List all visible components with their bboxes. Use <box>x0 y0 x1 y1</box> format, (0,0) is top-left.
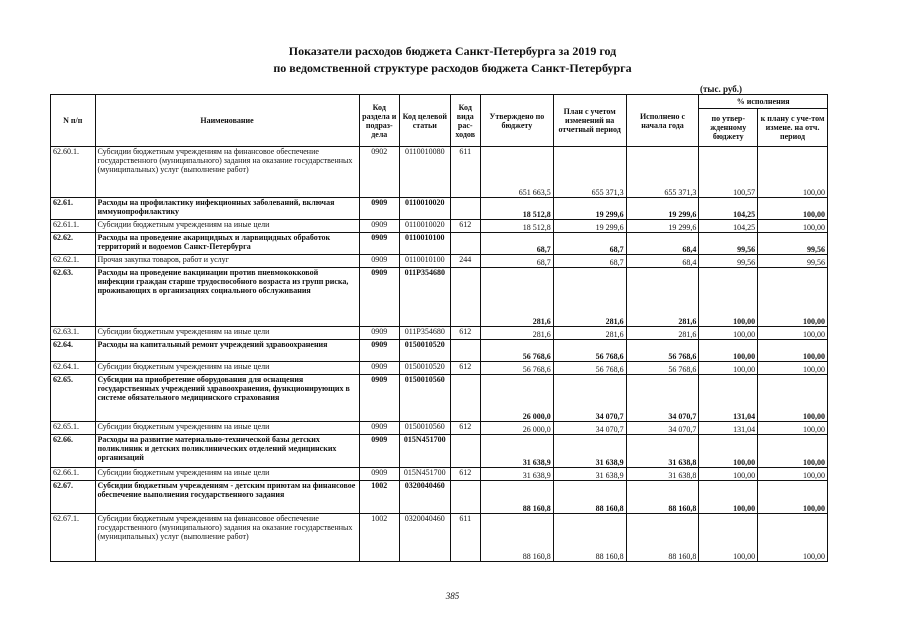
cell-section: 0909 <box>359 198 399 220</box>
cell-approved: 56 768,6 <box>480 340 553 362</box>
cell-approved: 31 638,9 <box>480 435 553 468</box>
cell-target: 011P354680 <box>400 268 451 327</box>
cell-pct-approved: 100,00 <box>699 514 758 562</box>
cell-plan: 88 160,8 <box>553 481 626 514</box>
col-header-target: Код целевой статьи <box>400 95 451 147</box>
table-body <box>51 147 828 562</box>
cell-name: Расходы на проведение вакцинации против пневмококковой инфекции граждан старше трудоспособного возраста из групп риска, проживающих в организациях социального обслуживания <box>95 268 359 327</box>
cell-approved: 18 512,8 <box>480 198 553 220</box>
cell-approved: 88 160,8 <box>480 481 553 514</box>
cell-pct-plan: 100,00 <box>758 481 828 514</box>
cell-pct-approved: 104,25 <box>699 220 758 233</box>
cell-section: 0902 <box>359 147 399 198</box>
cell-approved: 56 768,6 <box>480 362 553 375</box>
cell-plan: 68,7 <box>553 255 626 268</box>
cell-target: 0110010080 <box>400 147 451 198</box>
cell-exp-type: 612 <box>450 220 480 233</box>
cell-plan: 281,6 <box>553 327 626 340</box>
cell-name: Субсидии бюджетным учреждениям на финансовое обеспечение государственного (муниципального) задания на оказание государственных (муниципальных) услуг (выполнение работ) <box>95 147 359 198</box>
col-header-executed: Исполнено с начала года <box>626 95 699 147</box>
cell-plan: 19 299,6 <box>553 198 626 220</box>
cell-exp-type <box>450 233 480 255</box>
col-header-num: N п/п <box>51 95 96 147</box>
cell-section: 0909 <box>359 435 399 468</box>
cell-pct-approved: 100,00 <box>699 362 758 375</box>
cell-approved: 26 000,0 <box>480 375 553 422</box>
table-row <box>51 327 828 340</box>
cell-approved: 26 000,0 <box>480 422 553 435</box>
cell-pct-plan: 100,00 <box>758 340 828 362</box>
cell-exp-type: 612 <box>450 327 480 340</box>
cell-num: 62.64.1. <box>51 362 96 375</box>
cell-plan: 56 768,6 <box>553 362 626 375</box>
cell-target: 0110010020 <box>400 220 451 233</box>
cell-target: 015N451700 <box>400 468 451 481</box>
cell-num: 62.67.1. <box>51 514 96 562</box>
cell-section: 0909 <box>359 233 399 255</box>
cell-pct-plan: 100,00 <box>758 514 828 562</box>
table-row <box>51 468 828 481</box>
cell-pct-approved: 100,00 <box>699 435 758 468</box>
col-header-pct-plan: к плану с уче-том измене. на отч. период <box>758 109 828 147</box>
cell-pct-approved: 104,25 <box>699 198 758 220</box>
col-header-name: Наименование <box>95 95 359 147</box>
cell-name: Прочая закупка товаров, работ и услуг <box>95 255 359 268</box>
cell-num: 62.61.1. <box>51 220 96 233</box>
cell-pct-plan: 100,00 <box>758 198 828 220</box>
table-row <box>51 220 828 233</box>
cell-plan: 56 768,6 <box>553 340 626 362</box>
cell-exp-type: 612 <box>450 362 480 375</box>
cell-executed: 19 299,6 <box>626 198 699 220</box>
cell-exp-type: 244 <box>450 255 480 268</box>
cell-target: 0150010520 <box>400 340 451 362</box>
cell-section: 0909 <box>359 468 399 481</box>
cell-executed: 655 371,3 <box>626 147 699 198</box>
cell-num: 62.63. <box>51 268 96 327</box>
cell-name: Субсидии бюджетным учреждениям на иные цели <box>95 468 359 481</box>
cell-exp-type: 612 <box>450 468 480 481</box>
cell-approved: 281,6 <box>480 268 553 327</box>
col-header-approved: Утверждено по бюджету <box>480 95 553 147</box>
page-number: 385 <box>445 591 460 601</box>
cell-pct-plan: 100,00 <box>758 327 828 340</box>
cell-pct-plan: 100,00 <box>758 147 828 198</box>
cell-name: Субсидии бюджетным учреждениям на иные цели <box>95 327 359 340</box>
cell-plan: 88 160,8 <box>553 514 626 562</box>
cell-pct-approved: 99,56 <box>699 233 758 255</box>
cell-name: Расходы на проведение акарицидных и ларвицидных обработок территорий и водоемов Санкт-Петербурга <box>95 233 359 255</box>
cell-plan: 31 638,9 <box>553 435 626 468</box>
cell-pct-plan: 100,00 <box>758 422 828 435</box>
cell-plan: 281,6 <box>553 268 626 327</box>
col-header-plan: План с учетом изменений на отчетный период <box>553 95 626 147</box>
cell-section: 0909 <box>359 375 399 422</box>
cell-executed: 19 299,6 <box>626 220 699 233</box>
col-header-pct-group: % исполнения <box>699 95 828 109</box>
table-row <box>51 514 828 562</box>
cell-target: 0320040460 <box>400 481 451 514</box>
cell-num: 62.60.1. <box>51 147 96 198</box>
cell-pct-plan: 100,00 <box>758 268 828 327</box>
cell-executed: 88 160,8 <box>626 481 699 514</box>
cell-exp-type <box>450 375 480 422</box>
cell-exp-type <box>450 435 480 468</box>
cell-pct-plan: 100,00 <box>758 375 828 422</box>
cell-section: 0909 <box>359 255 399 268</box>
cell-executed: 68,4 <box>626 233 699 255</box>
cell-num: 62.64. <box>51 340 96 362</box>
cell-executed: 68,4 <box>626 255 699 268</box>
cell-section: 0909 <box>359 422 399 435</box>
cell-num: 62.63.1. <box>51 327 96 340</box>
table-row <box>51 198 828 220</box>
cell-section: 0909 <box>359 220 399 233</box>
cell-pct-plan: 100,00 <box>758 362 828 375</box>
cell-target: 0150010520 <box>400 362 451 375</box>
cell-executed: 34 070,7 <box>626 422 699 435</box>
cell-name: Субсидии бюджетным учреждениям - детским приютам на финансовое обеспечение выполнения государственного задания <box>95 481 359 514</box>
cell-executed: 56 768,6 <box>626 340 699 362</box>
cell-executed: 88 160,8 <box>626 514 699 562</box>
cell-num: 62.62. <box>51 233 96 255</box>
cell-target: 011P354680 <box>400 327 451 340</box>
cell-num: 62.66.1. <box>51 468 96 481</box>
cell-section: 0909 <box>359 327 399 340</box>
table-row <box>51 255 828 268</box>
cell-name: Расходы на развитие материально-технической базы детских поликлиник и детских поликлинических отделений медицинских организаций <box>95 435 359 468</box>
cell-target: 0110010020 <box>400 198 451 220</box>
cell-target: 0320040460 <box>400 514 451 562</box>
table-row <box>51 340 828 362</box>
cell-pct-plan: 100,00 <box>758 220 828 233</box>
cell-exp-type <box>450 481 480 514</box>
cell-name: Расходы на профилактику инфекционных заболеваний, включая иммунопрофилактику <box>95 198 359 220</box>
cell-pct-plan: 100,00 <box>758 468 828 481</box>
cell-section: 0909 <box>359 340 399 362</box>
table-row <box>51 362 828 375</box>
table-row <box>51 435 828 468</box>
cell-approved: 88 160,8 <box>480 514 553 562</box>
cell-target: 0150010560 <box>400 375 451 422</box>
cell-name: Расходы на капитальный ремонт учреждений здравоохранения <box>95 340 359 362</box>
cell-pct-approved: 100,57 <box>699 147 758 198</box>
table-row <box>51 375 828 422</box>
cell-num: 62.61. <box>51 198 96 220</box>
cell-approved: 651 663,5 <box>480 147 553 198</box>
cell-pct-approved: 100,00 <box>699 327 758 340</box>
cell-section: 0909 <box>359 268 399 327</box>
cell-pct-approved: 100,00 <box>699 481 758 514</box>
cell-approved: 68,7 <box>480 233 553 255</box>
table-row <box>51 481 828 514</box>
cell-pct-approved: 100,00 <box>699 468 758 481</box>
cell-pct-approved: 131,04 <box>699 422 758 435</box>
cell-pct-approved: 131,04 <box>699 375 758 422</box>
cell-plan: 655 371,3 <box>553 147 626 198</box>
table-row <box>51 147 828 198</box>
cell-name: Субсидии бюджетным учреждениям на иные цели <box>95 362 359 375</box>
cell-exp-type <box>450 268 480 327</box>
cell-pct-approved: 99,56 <box>699 255 758 268</box>
cell-exp-type: 612 <box>450 422 480 435</box>
cell-name: Субсидии на приобретение оборудования для оснащения государственных учреждений здравоохранения, функционирующих в системе обязательного медицинского страхования <box>95 375 359 422</box>
cell-executed: 31 638,8 <box>626 435 699 468</box>
cell-num: 62.66. <box>51 435 96 468</box>
cell-plan: 31 638,9 <box>553 468 626 481</box>
cell-num: 62.62.1. <box>51 255 96 268</box>
document-title-line-2: по ведомственной структуре расходов бюджета Санкт-Петербурга <box>273 61 632 75</box>
expenditure-table <box>50 94 828 562</box>
units-label: (тыс. руб.) <box>700 84 742 94</box>
col-header-pct-approved: по утвер-жденному бюджету <box>699 109 758 147</box>
cell-executed: 31 638,8 <box>626 468 699 481</box>
cell-pct-plan: 99,56 <box>758 233 828 255</box>
cell-target: 0150010560 <box>400 422 451 435</box>
cell-num: 62.65.1. <box>51 422 96 435</box>
cell-executed: 281,6 <box>626 268 699 327</box>
cell-plan: 19 299,6 <box>553 220 626 233</box>
cell-pct-approved: 100,00 <box>699 340 758 362</box>
cell-target: 015N451700 <box>400 435 451 468</box>
cell-name: Субсидии бюджетным учреждениям на финансовое обеспечение государственного (муниципального) задания на оказание государственных (муниципальных) услуг (выполнение работ) <box>95 514 359 562</box>
cell-exp-type <box>450 198 480 220</box>
cell-name: Субсидии бюджетным учреждениям на иные цели <box>95 422 359 435</box>
cell-num: 62.65. <box>51 375 96 422</box>
cell-executed: 56 768,6 <box>626 362 699 375</box>
cell-num: 62.67. <box>51 481 96 514</box>
cell-exp-type: 611 <box>450 147 480 198</box>
document-title-line-1: Показатели расходов бюджета Санкт-Петербурга за 2019 год <box>288 44 617 58</box>
cell-target: 0110010100 <box>400 233 451 255</box>
table-row <box>51 268 828 327</box>
cell-plan: 68,7 <box>553 233 626 255</box>
cell-exp-type <box>450 340 480 362</box>
cell-pct-approved: 100,00 <box>699 268 758 327</box>
cell-pct-plan: 99,56 <box>758 255 828 268</box>
cell-name: Субсидии бюджетным учреждениям на иные цели <box>95 220 359 233</box>
table-row <box>51 233 828 255</box>
cell-section: 0909 <box>359 362 399 375</box>
cell-target: 0110010100 <box>400 255 451 268</box>
cell-plan: 34 070,7 <box>553 422 626 435</box>
cell-executed: 34 070,7 <box>626 375 699 422</box>
table-row <box>51 422 828 435</box>
col-header-section: Код раздела и подраз-дела <box>359 95 399 147</box>
cell-approved: 281,6 <box>480 327 553 340</box>
col-header-exp-type: Код вида рас-ходов <box>450 95 480 147</box>
cell-section: 1002 <box>359 514 399 562</box>
cell-approved: 31 638,9 <box>480 468 553 481</box>
cell-pct-plan: 100,00 <box>758 435 828 468</box>
cell-exp-type: 611 <box>450 514 480 562</box>
cell-plan: 34 070,7 <box>553 375 626 422</box>
cell-approved: 68,7 <box>480 255 553 268</box>
cell-executed: 281,6 <box>626 327 699 340</box>
cell-approved: 18 512,8 <box>480 220 553 233</box>
cell-section: 1002 <box>359 481 399 514</box>
